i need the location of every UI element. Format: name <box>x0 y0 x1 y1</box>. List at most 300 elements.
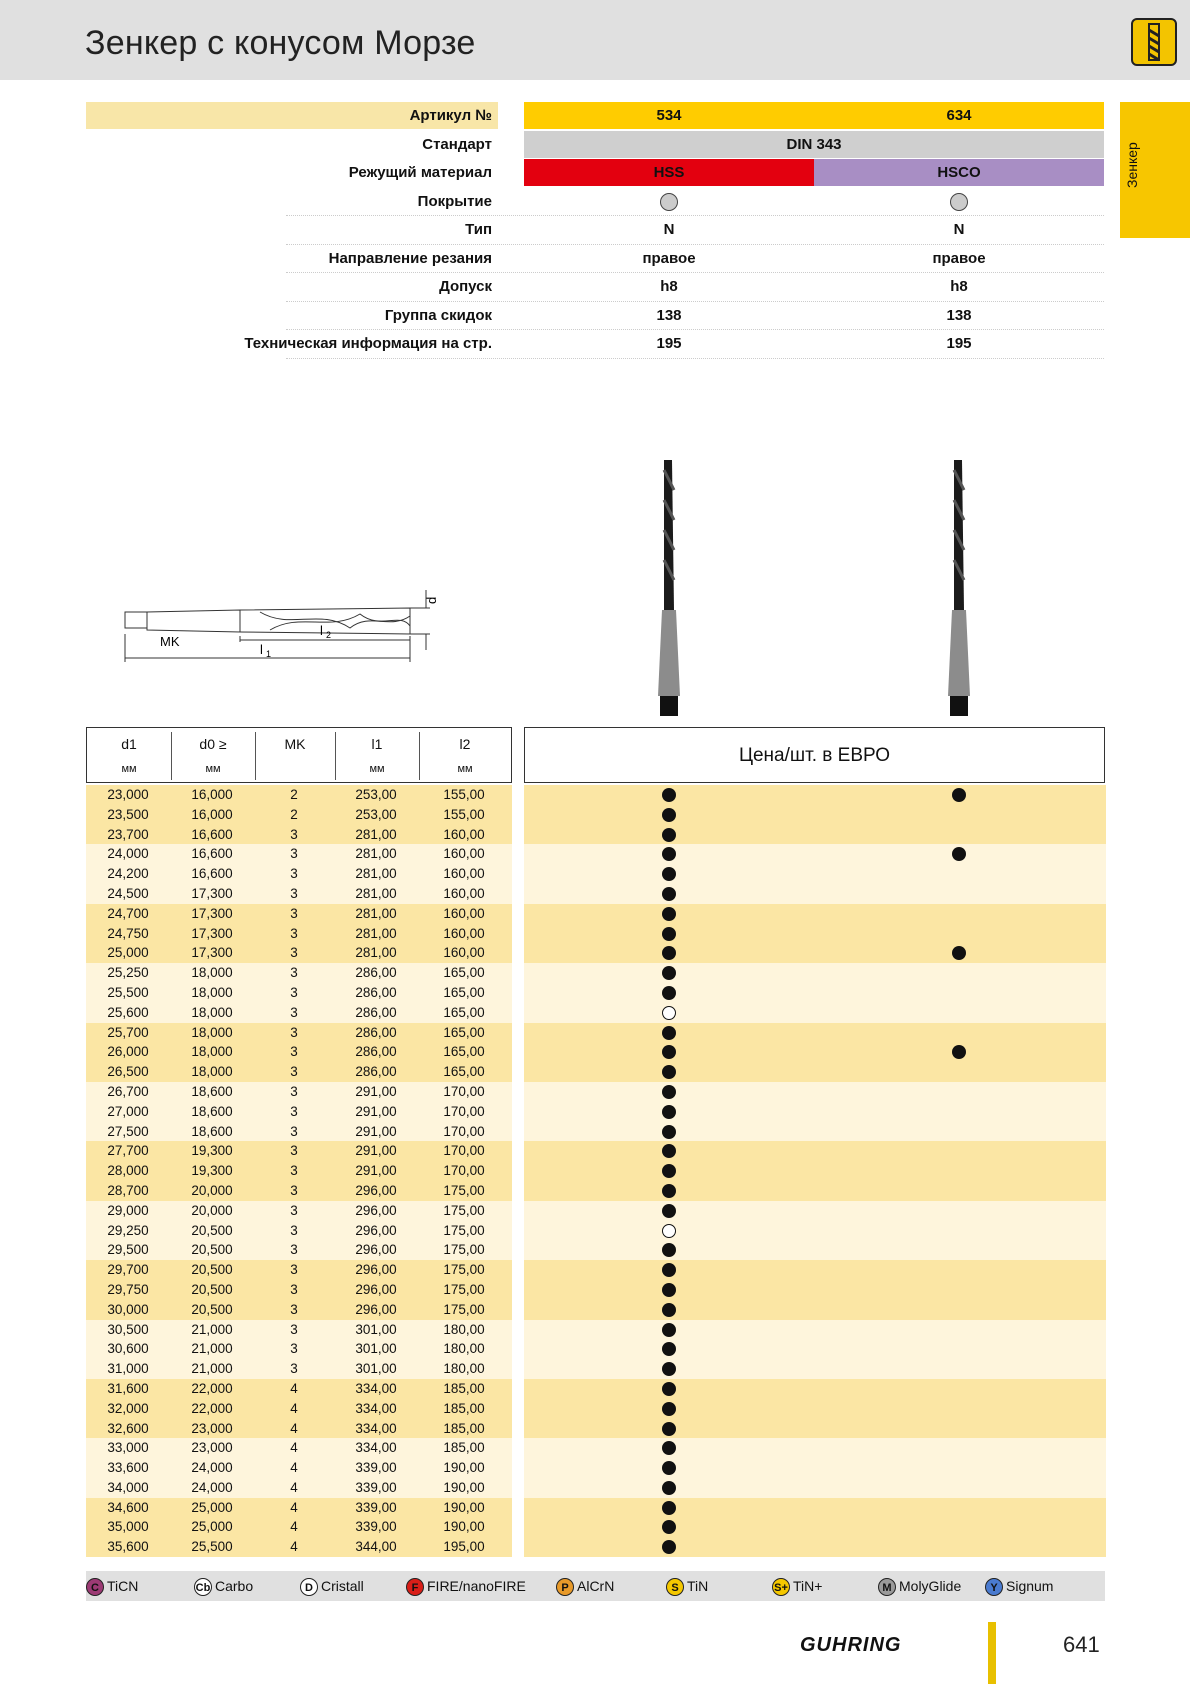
table-row[interactable] <box>86 924 1106 944</box>
cell: 3 <box>290 1281 298 1297</box>
table-row[interactable] <box>86 1003 1106 1023</box>
footer-accent-bar <box>988 1622 996 1684</box>
coating-icon: S <box>666 1578 684 1596</box>
cell: 3 <box>290 1222 298 1238</box>
availability-icon <box>662 1362 676 1376</box>
cell: 24,000 <box>191 1460 233 1476</box>
col-header <box>335 728 419 784</box>
cell: 291,00 <box>355 1083 397 1099</box>
cell: 281,00 <box>355 826 397 842</box>
cell: 16,600 <box>191 866 233 882</box>
cell: 27,000 <box>107 1103 149 1119</box>
cell: 27,500 <box>107 1123 149 1139</box>
spec-value-v1: 195 <box>656 335 682 352</box>
cell: 35,600 <box>107 1539 149 1555</box>
cell: 21,000 <box>191 1321 233 1337</box>
cell: 296,00 <box>355 1281 397 1297</box>
cell: 25,700 <box>107 1024 149 1040</box>
cell: 165,00 <box>443 1004 485 1020</box>
cell: 344,00 <box>355 1539 397 1555</box>
cell: 25,250 <box>107 965 149 981</box>
cell: 22,000 <box>191 1400 233 1416</box>
cell: 4 <box>290 1380 298 1396</box>
row-background <box>524 1003 1106 1023</box>
coating-icon: M <box>878 1578 896 1596</box>
cell: 29,250 <box>107 1222 149 1238</box>
col-unit: мм <box>369 763 385 775</box>
table-row[interactable] <box>86 1379 1106 1399</box>
cell: 339,00 <box>355 1499 397 1515</box>
col-unit: мм <box>457 763 473 775</box>
cell: 281,00 <box>355 905 397 921</box>
cell: 23,500 <box>107 806 149 822</box>
table-row[interactable] <box>86 1478 1106 1498</box>
spec-value-v2: 138 <box>946 306 972 324</box>
coating-none-icon <box>660 193 678 211</box>
col-title: l2 <box>459 736 471 752</box>
table-row[interactable] <box>86 1240 1106 1260</box>
table-row[interactable] <box>86 1201 1106 1221</box>
coating-icon: P <box>556 1578 574 1596</box>
table-row[interactable] <box>86 1102 1106 1122</box>
table-row[interactable] <box>86 1320 1106 1340</box>
spec-label: Допуск <box>439 278 492 295</box>
table-row[interactable] <box>86 1221 1106 1241</box>
cell: 17,300 <box>191 885 233 901</box>
cell: 175,00 <box>443 1281 485 1297</box>
legend-item <box>406 1576 526 1596</box>
availability-icon <box>662 1105 676 1119</box>
row-background <box>524 1320 1106 1340</box>
col-title: d0 ≥ <box>199 736 227 752</box>
cell: 3 <box>290 984 298 1000</box>
cell: 33,000 <box>107 1440 149 1456</box>
table-row[interactable] <box>86 1419 1106 1439</box>
cell: 3 <box>290 1103 298 1119</box>
cell: 185,00 <box>443 1420 485 1436</box>
cell: 17,300 <box>191 925 233 941</box>
cell: 27,700 <box>107 1143 149 1159</box>
legend-item <box>300 1576 364 1596</box>
cell: 3 <box>290 1024 298 1040</box>
availability-icon <box>662 907 676 921</box>
row-background <box>524 1181 1106 1201</box>
availability-icon <box>662 1184 676 1198</box>
cell: 175,00 <box>443 1301 485 1317</box>
cell: 286,00 <box>355 965 397 981</box>
row-background <box>524 864 1106 884</box>
spec-value-v2: правое <box>932 249 986 267</box>
page-title: Зенкер с конусом Морзе <box>85 24 476 62</box>
table-row[interactable] <box>86 1438 1106 1458</box>
cell: 20,500 <box>191 1262 233 1278</box>
cell: 28,700 <box>107 1182 149 1198</box>
cell: 291,00 <box>355 1163 397 1179</box>
cell: 22,000 <box>191 1380 233 1396</box>
row-background <box>524 1062 1106 1082</box>
table-row[interactable] <box>86 1399 1106 1419</box>
table-row[interactable] <box>86 1082 1106 1102</box>
cell: 296,00 <box>355 1222 397 1238</box>
cell: 18,000 <box>191 965 233 981</box>
cell: 180,00 <box>443 1361 485 1377</box>
row-background <box>524 924 1106 944</box>
availability-icon <box>662 1323 676 1337</box>
table-row[interactable] <box>86 1062 1106 1082</box>
cell: 29,500 <box>107 1242 149 1258</box>
coating-icon: D <box>300 1578 318 1596</box>
cell: 3 <box>290 1163 298 1179</box>
availability-icon <box>662 828 676 842</box>
legend-label: TiCN <box>107 1578 139 1594</box>
row-background <box>524 1419 1106 1439</box>
cell: 23,000 <box>191 1420 233 1436</box>
l1-sub: 1 <box>266 649 272 659</box>
spec-value-v1: N <box>663 221 675 238</box>
row-background <box>524 1517 1106 1537</box>
cell: 190,00 <box>443 1499 485 1515</box>
cell: 160,00 <box>443 846 485 862</box>
table-row[interactable] <box>86 825 1106 845</box>
cell: 23,000 <box>107 787 149 802</box>
col-unit: мм <box>121 763 137 775</box>
table-row[interactable] <box>86 805 1106 825</box>
cell: 18,000 <box>191 984 233 1000</box>
legend-item <box>985 1576 1053 1596</box>
spec-value-v1: 534 <box>524 102 814 129</box>
table-row[interactable] <box>86 864 1106 884</box>
cell: 286,00 <box>355 1004 397 1020</box>
spec-value-v1: h8 <box>660 278 678 295</box>
cell: 165,00 <box>443 984 485 1000</box>
cell: 175,00 <box>443 1262 485 1278</box>
cell: 25,500 <box>107 984 149 1000</box>
cell: 160,00 <box>443 925 485 941</box>
col-header <box>87 728 171 784</box>
table-row[interactable] <box>86 884 1106 904</box>
spec-label: Техническая информация на стр. <box>244 335 492 352</box>
cell: 30,000 <box>107 1301 149 1317</box>
cell: 339,00 <box>355 1460 397 1476</box>
cell: 18,600 <box>191 1123 233 1139</box>
cell: 190,00 <box>443 1519 485 1535</box>
cell: 286,00 <box>355 1064 397 1080</box>
spec-label: Стандарт <box>422 135 492 153</box>
table-row[interactable] <box>86 1023 1106 1043</box>
table-row[interactable] <box>86 1359 1106 1379</box>
cell: 170,00 <box>443 1123 485 1139</box>
cell: 16,600 <box>191 846 233 862</box>
cell: 296,00 <box>355 1262 397 1278</box>
cell: 170,00 <box>443 1103 485 1119</box>
cell: 296,00 <box>355 1202 397 1218</box>
row-divider <box>286 358 1104 359</box>
cell: 286,00 <box>355 1044 397 1060</box>
countersink-drawing <box>120 596 470 720</box>
table-row[interactable] <box>86 1161 1106 1181</box>
row-background <box>524 983 1106 1003</box>
cell: 25,000 <box>191 1499 233 1515</box>
section-tab[interactable] <box>1120 102 1190 238</box>
table-row[interactable] <box>86 1280 1106 1300</box>
row-background <box>524 825 1106 845</box>
cell: 24,000 <box>107 846 149 862</box>
spec-row <box>86 330 1104 359</box>
cell: 24,200 <box>107 866 149 882</box>
cell: 3 <box>290 846 298 862</box>
cell: 165,00 <box>443 1024 485 1040</box>
cell: 334,00 <box>355 1400 397 1416</box>
row-background <box>524 1240 1106 1260</box>
cell: 3 <box>290 925 298 941</box>
row-background <box>524 844 1106 864</box>
availability-icon <box>662 788 676 802</box>
row-background <box>524 1221 1106 1241</box>
cell: 29,700 <box>107 1262 149 1278</box>
cell: 34,000 <box>107 1479 149 1495</box>
table-row[interactable] <box>86 1517 1106 1537</box>
cell: 190,00 <box>443 1479 485 1495</box>
cell: 339,00 <box>355 1479 397 1495</box>
availability-icon <box>662 1303 676 1317</box>
cell: 281,00 <box>355 885 397 901</box>
cell: 253,00 <box>355 787 397 802</box>
cell: 301,00 <box>355 1341 397 1357</box>
row-background <box>524 1379 1106 1399</box>
cell: 16,600 <box>191 826 233 842</box>
row-background <box>524 1458 1106 1478</box>
spec-value-standard: DIN 343 <box>524 131 1104 158</box>
legend-label: FIRE/nanoFIRE <box>427 1578 526 1594</box>
table-row[interactable] <box>86 785 1106 805</box>
row-background <box>524 1023 1106 1043</box>
legend-label: Carbo <box>215 1578 254 1594</box>
cell: 4 <box>290 1420 298 1436</box>
row-background <box>524 805 1106 825</box>
row-background <box>524 1260 1106 1280</box>
spec-row <box>86 302 1104 331</box>
availability-icon <box>662 1402 676 1416</box>
spec-table <box>86 102 1104 359</box>
legend-label: AlCrN <box>577 1578 615 1594</box>
spec-label: Направление резания <box>328 249 492 267</box>
cell: 31,000 <box>107 1361 149 1377</box>
cell: 281,00 <box>355 925 397 941</box>
cell: 23,700 <box>107 826 149 842</box>
cell: 29,000 <box>107 1202 149 1218</box>
row-background <box>524 1300 1106 1320</box>
cell: 24,700 <box>107 905 149 921</box>
col-header <box>255 728 335 784</box>
cell: 155,00 <box>443 787 485 802</box>
cell: 170,00 <box>443 1163 485 1179</box>
cell: 3 <box>290 905 298 921</box>
mk-label: MK <box>160 634 180 649</box>
table-row[interactable] <box>86 1181 1106 1201</box>
spec-row <box>86 102 1104 131</box>
cell: 3 <box>290 885 298 901</box>
spec-row <box>86 159 1104 188</box>
row-background <box>524 1042 1106 1062</box>
cell: 17,300 <box>191 945 233 961</box>
cell: 4 <box>290 1519 298 1535</box>
cell: 334,00 <box>355 1440 397 1456</box>
cell: 17,300 <box>191 905 233 921</box>
spec-value-v1: 138 <box>656 306 682 324</box>
row-background <box>524 943 1106 963</box>
table-row[interactable] <box>86 1537 1106 1557</box>
cell: 291,00 <box>355 1143 397 1159</box>
cell: 24,750 <box>107 925 149 941</box>
legend-label: Cristall <box>321 1578 364 1594</box>
spec-label: Режущий материал <box>348 164 492 181</box>
price-header: Цена/шт. в ЕВРО <box>524 727 1105 783</box>
availability-open-icon <box>662 1006 676 1020</box>
availability-icon <box>662 1283 676 1297</box>
cell: 25,000 <box>191 1519 233 1535</box>
cell: 34,600 <box>107 1499 149 1515</box>
spec-value-v2: HSCO <box>814 159 1104 186</box>
spec-row <box>86 273 1104 302</box>
row-background <box>524 1478 1106 1498</box>
col-separator <box>171 732 172 780</box>
col-title: d1 <box>121 736 137 752</box>
table-row[interactable] <box>86 1042 1106 1062</box>
table-row[interactable] <box>86 1498 1106 1518</box>
cell: 296,00 <box>355 1242 397 1258</box>
cell: 195,00 <box>443 1539 485 1555</box>
cell: 32,600 <box>107 1420 149 1436</box>
cell: 20,000 <box>191 1182 233 1198</box>
tool-image-534 <box>652 460 686 716</box>
cell: 19,300 <box>191 1143 233 1159</box>
cell: 3 <box>290 1361 298 1377</box>
legend-label: MolyGlide <box>899 1578 962 1594</box>
col-separator <box>419 732 420 780</box>
row-background <box>524 1141 1106 1161</box>
table-row[interactable] <box>86 1300 1106 1320</box>
cell: 180,00 <box>443 1321 485 1337</box>
cell: 30,600 <box>107 1341 149 1357</box>
dimension-header <box>86 727 512 783</box>
legend-item <box>772 1576 822 1596</box>
cell: 3 <box>290 1044 298 1060</box>
cell: 3 <box>290 1321 298 1337</box>
cell: 20,500 <box>191 1301 233 1317</box>
cell: 24,500 <box>107 885 149 901</box>
cell: 165,00 <box>443 1064 485 1080</box>
availability-icon <box>662 1461 676 1475</box>
cell: 20,500 <box>191 1281 233 1297</box>
cell: 29,750 <box>107 1281 149 1297</box>
availability-icon <box>662 927 676 941</box>
spec-value-v2: N <box>953 221 965 238</box>
cell: 4 <box>290 1479 298 1495</box>
spec-row <box>86 245 1104 274</box>
availability-open-icon <box>662 1224 676 1238</box>
spec-value-v2 <box>814 188 1104 215</box>
cell: 291,00 <box>355 1103 397 1119</box>
cell: 18,000 <box>191 1024 233 1040</box>
row-background <box>524 963 1106 983</box>
table-row[interactable] <box>86 1260 1106 1280</box>
row-background <box>524 884 1106 904</box>
legend-label: TiN <box>687 1578 709 1594</box>
cell: 18,600 <box>191 1103 233 1119</box>
cell: 190,00 <box>443 1460 485 1476</box>
cell: 175,00 <box>443 1182 485 1198</box>
availability-icon <box>662 1026 676 1040</box>
cell: 281,00 <box>355 866 397 882</box>
cell: 3 <box>290 1143 298 1159</box>
cell: 4 <box>290 1460 298 1476</box>
brand-logo: GUHRING <box>800 1634 902 1656</box>
l2-sub: 2 <box>326 630 332 640</box>
col-title: MK <box>284 736 306 752</box>
availability-icon <box>662 808 676 822</box>
availability-icon <box>662 986 676 1000</box>
legend-label: Signum <box>1006 1578 1054 1594</box>
cell: 185,00 <box>443 1400 485 1416</box>
cell: 30,500 <box>107 1321 149 1337</box>
table-row[interactable] <box>86 1141 1106 1161</box>
row-background <box>524 1438 1106 1458</box>
col-separator <box>335 732 336 780</box>
cell: 26,000 <box>107 1044 149 1060</box>
row-background <box>524 1359 1106 1379</box>
spec-label: Покрытие <box>417 192 492 210</box>
table-row[interactable] <box>86 983 1106 1003</box>
table-row[interactable] <box>86 844 1106 864</box>
cell: 20,500 <box>191 1242 233 1258</box>
cell: 185,00 <box>443 1440 485 1456</box>
col-title: l1 <box>371 736 383 752</box>
legend-item <box>194 1576 253 1596</box>
table-row[interactable] <box>86 1458 1106 1478</box>
cell: 170,00 <box>443 1143 485 1159</box>
table-row[interactable] <box>86 1339 1106 1359</box>
spec-value-v1: правое <box>642 249 696 267</box>
table-row[interactable] <box>86 904 1106 924</box>
cell: 291,00 <box>355 1123 397 1139</box>
cell: 160,00 <box>443 866 485 882</box>
cell: 175,00 <box>443 1222 485 1238</box>
cell: 3 <box>290 1064 298 1080</box>
table-row[interactable] <box>86 943 1106 963</box>
availability-icon <box>662 1125 676 1139</box>
cell: 23,000 <box>191 1440 233 1456</box>
table-row[interactable] <box>86 1122 1106 1142</box>
row-background <box>524 1498 1106 1518</box>
table-row[interactable] <box>86 963 1106 983</box>
section-tab-label: Зенкер <box>1124 142 1140 188</box>
col-header <box>171 728 255 784</box>
row-background <box>524 1201 1106 1221</box>
tool-image-634 <box>942 460 976 716</box>
row-background <box>524 1280 1106 1300</box>
coating-icon: Cb <box>194 1578 212 1596</box>
cell: 25,500 <box>191 1539 233 1555</box>
coating-none-icon <box>950 193 968 211</box>
cell: 160,00 <box>443 905 485 921</box>
availability-icon <box>662 1085 676 1099</box>
l1-label: l <box>260 642 263 657</box>
availability-icon <box>662 1501 676 1515</box>
cell: 21,000 <box>191 1361 233 1377</box>
cell: 165,00 <box>443 965 485 981</box>
cell: 16,000 <box>191 787 233 802</box>
cell: 3 <box>290 1123 298 1139</box>
